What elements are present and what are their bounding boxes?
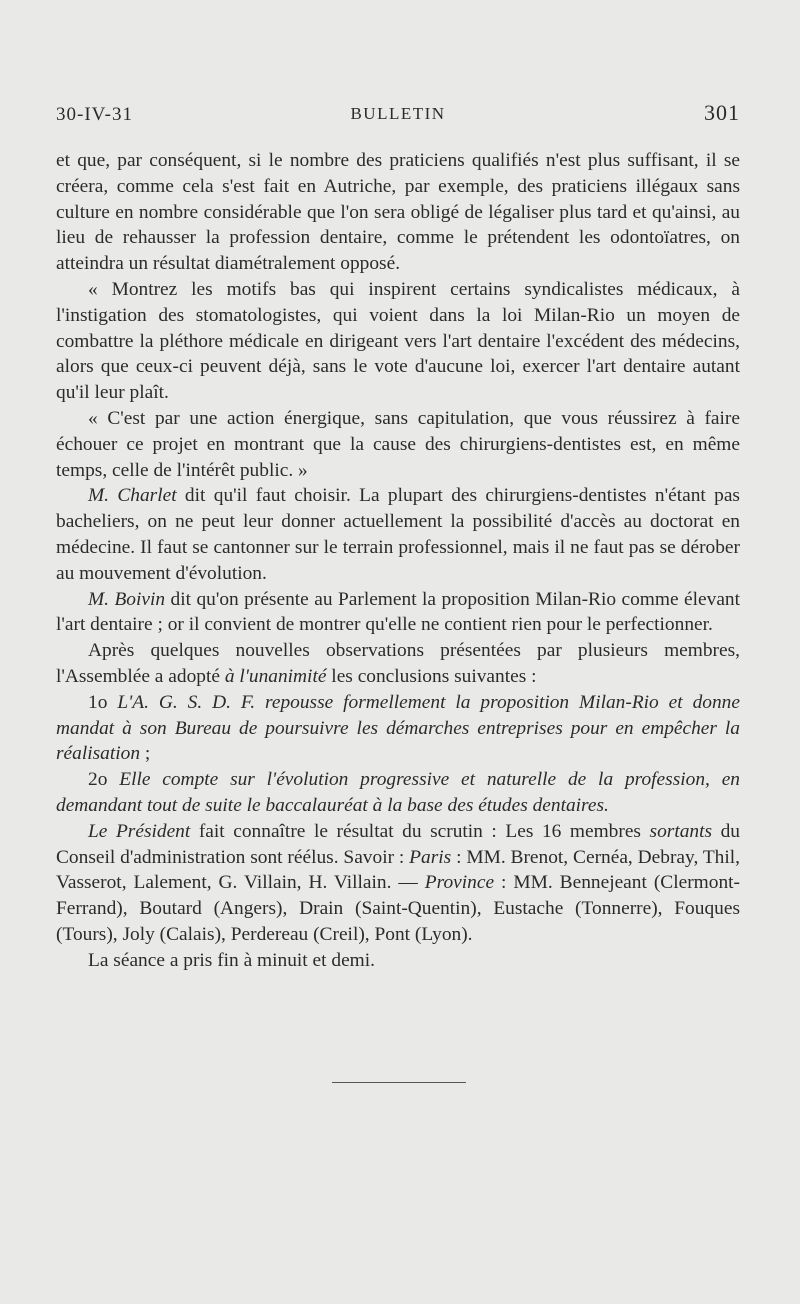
scrutin-a: fait connaître le résultat du scrutin : Les 16 membres: [190, 820, 650, 842]
header-date: 30-IV-31: [56, 104, 133, 125]
paragraph-closing: La séance a pris fin à minuit et demi.: [88, 949, 375, 971]
conclusion-1-number: 1o: [88, 691, 118, 713]
speaker-charlet: M. Charlet: [88, 485, 177, 507]
conclusion-1-text: L'A. G. S. D. F. repousse formellement la proposition Milan-Rio et donne mandat à son Bureau de poursuivre les démarches entreprises pour en empêcher la réalisation: [56, 691, 740, 765]
speaker-president: Le Président: [88, 820, 191, 842]
running-header: [56, 98, 740, 132]
paragraph-3: « C'est par une action énergique, sans capitulation, que vous réussirez à faire échouer ce projet en montrant que la cause des chirurgiens-dentistes est, en même temps, celle de l'intérêt public. »: [56, 407, 740, 481]
charlet-text: dit qu'il faut choisir. La plupart des chirurgiens-dentistes n'étant pas bacheliers, on ne peut leur donner actuellement la possibilité d'accès au doctorat en médecine. Il faut se cantonner sur le terrain professionnel, mais il ne faut pas se dérober au mouvement d'évolution.: [56, 485, 740, 584]
paragraph-2: « Montrez les motifs bas qui inspirent certains syndicalistes médicaux, à l'instigation des stomatologistes, qui voient dans la loi Milan-Rio un moyen de combattre la pléthore médicale en dirigeant vers l'art dentaire l'excédent des médecins, alors que ceux-ci peuvent déjà, sans le vote d'aucune loi, exercer l'art dentaire autant qu'il leur plaît.: [56, 278, 740, 404]
speaker-boivin: M. Boivin: [88, 588, 166, 610]
conclusion-1: [56, 690, 740, 767]
scrutin-d: : MM. Bennejeant (Clermont-Ferrand), Boutard (Angers), Drain (Saint-Quentin), Eustache (Tonnerre), Fouques (Tours), Joly (Calais), Perdereau (Creil), Pont (Lyon).: [56, 872, 740, 945]
unanimite-text: à l'unanimité: [224, 665, 327, 687]
scrutin-paris: Paris: [409, 846, 452, 868]
header-title: BULLETIN: [350, 104, 446, 123]
scrutin-province: Province: [424, 872, 495, 894]
end-rule: [332, 1082, 466, 1083]
scrutin-sortants: sortants: [649, 820, 713, 842]
conclusion-2-text: Elle compte sur l'évolution progressive et naturelle de la profession, en demandant tout de suite le baccalauréat à la base des études dentaires.: [56, 769, 740, 816]
paragraph-scrutin: [56, 819, 740, 948]
page-number: 301: [704, 100, 740, 125]
paragraph-assemblee: [56, 638, 740, 690]
page-body: [56, 148, 740, 974]
paragraph-boivin: [56, 587, 740, 639]
assemblee-end: les conclusions suivantes :: [326, 665, 537, 687]
paragraph-charlet: [56, 483, 740, 586]
assemblee-text: Après quelques nouvelles observations présentées par plusieurs membres, l'Assemblée a adopté: [56, 640, 740, 687]
conclusion-2: [56, 767, 740, 819]
conclusion-2-number: 2o: [88, 769, 120, 791]
conclusion-1-end: ;: [140, 743, 151, 765]
scrutin-b: du Conseil d'administration sont réélus. Savoir :: [56, 820, 741, 868]
scrutin-c: : MM. Brenot, Cernéa, Debray, Thil, Vasserot, Lalement, G. Villain, H. Villain. —: [56, 846, 740, 894]
paragraph-1: et que, par conséquent, si le nombre des praticiens qualifiés n'est plus suffisant, il se créera, comme cela s'est fait en Autriche, par exemple, des praticiens illégaux sans culture en nombre considérable que l'on sera obligé de légaliser plus tard et qu'ainsi, au lieu de rehausser la profession dentaire, comme le prétendent les odontoïatres, on atteindra un résultat diamétralement opposé.: [56, 150, 740, 275]
boivin-text: dit qu'on présente au Parlement la proposition Milan-Rio comme élevant l'art dentaire ; or il convient de montrer qu'elle ne contient rien pour le perfectionner.: [56, 588, 741, 636]
